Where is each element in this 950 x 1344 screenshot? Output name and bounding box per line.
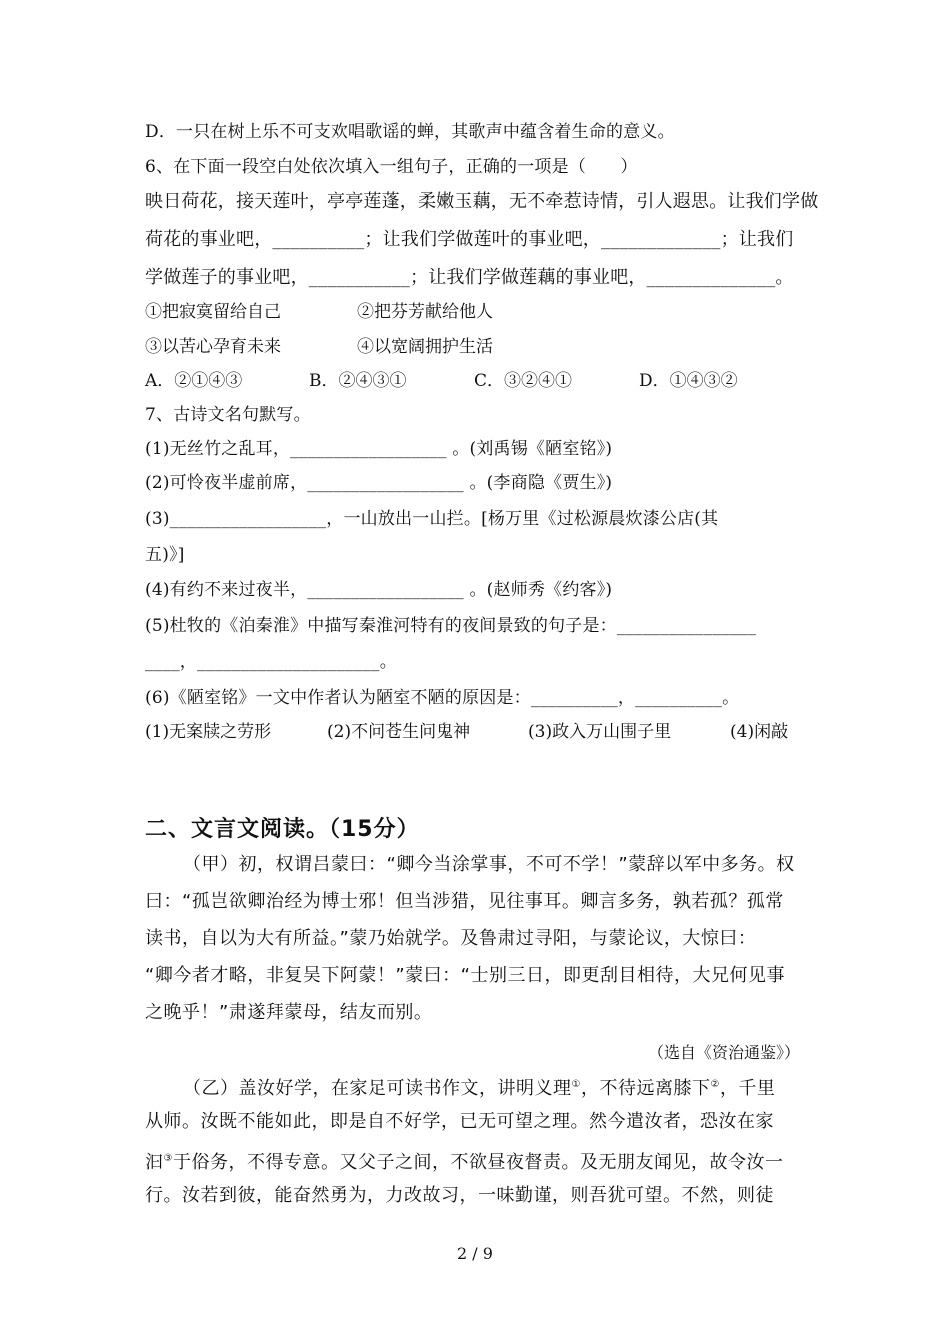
q6-sentence-3: ③以苦心孕育未来 (145, 337, 281, 357)
q7-item-4: (4)有约不来过夜半，__________________ 。(赵师秀《约客》) (145, 580, 613, 600)
q7-item-3-line-2: 五)》] (145, 545, 185, 565)
q7-item-1: (1)无丝竹之乱耳，__________________ 。(刘禹锡《陋室铭》) (145, 439, 613, 459)
q6-stem: 6、在下面一段空白处依次填入一组句子，正确的一项是（ ） (145, 157, 638, 177)
q7-stem: 7、古诗文名句默写。 (145, 405, 311, 425)
passage-jia-line-2: 曰：“孤岂欲卿治经为博士邪！但当涉猎，见往事耳。卿言多务，孰若孤？孤常 (145, 891, 784, 912)
passage-jia-line-4: “卿今者才略，非复吴下阿蒙！”蒙曰：“士别三日，即更刮目相待，大兄何见事 (145, 965, 785, 986)
q7-item-3-line-1: (3)__________________，一山放出一山拦。[杨万里《过松源晨炊漆公店(其 (145, 509, 719, 529)
passage-jia-line-1: （甲）初，权谓吕蒙曰：“卿今当涂掌事，不可不学！”蒙辞以军中多务。权 (183, 854, 795, 875)
q7-option-4: (4)闲敲 (730, 722, 789, 742)
passage-yi-line-3-part-b: 于俗务，不得专意。又父子之间，不欲昼夜督责。及无朋友闻见，故令汝一 (172, 1152, 784, 1173)
passage-yi-line-1-part-b: ，不待远离膝下 (580, 1078, 711, 1099)
q6-sentence-4: ④以宽阔拥护生活 (357, 337, 493, 357)
q6-choice-b: B．②④③① (309, 371, 407, 391)
passage-yi-line-1-part-c: ，千里 (719, 1078, 776, 1099)
q6-choice-a: A．②①④③ (145, 371, 243, 391)
q5-option-d: D．一只在树上乐不可支欢唱歌谣的蝉，其歌声中蕴含着生命的意义。 (145, 122, 675, 142)
q7-item-2: (2)可怜夜半虚前席，__________________ 。(李商隐《贾生》) (145, 473, 613, 493)
q6-passage-line-1: 映日荷花，接天莲叶，亭亭莲蓬，柔嫩玉藕，无不牵惹诗情，引人遐思。让我们学做 (145, 191, 819, 212)
q6-choice-c: C．③②④① (474, 371, 573, 391)
page-number: 2 / 9 (457, 1244, 493, 1263)
footnote-marker-3: ③ (163, 1153, 173, 1164)
passage-yi-line-4: 行。汝若到彼，能奋然勇为，力改故习，一味勤谨，则吾犹可望。不然，则徒 (145, 1185, 774, 1206)
section-2-heading: 二、文言文阅读。（15分） (145, 817, 420, 842)
passage-jia-line-3: 读书，自以为大有所益。”蒙乃始就学。及鲁肃过寻阳，与蒙论议，大惊曰： (145, 928, 757, 949)
q7-option-2: (2)不问苍生问鬼神 (327, 722, 471, 742)
footnote-marker-2: ② (710, 1079, 720, 1090)
q6-sentence-1: ①把寂寞留给自己 (145, 302, 281, 322)
q7-option-3: (3)政入万山围子里 (528, 722, 672, 742)
q6-passage-line-2: 荷花的事业吧，__________；让我们学做莲叶的事业吧，_____________；让我们 (145, 229, 794, 250)
q6-choice-d: D．①④③② (639, 371, 738, 391)
passage-jia-line-5: 之晚乎！”肃遂拜蒙母，结友而别。 (145, 1002, 433, 1023)
passage-yi-line-1 (183, 1073, 775, 1101)
q7-option-1: (1)无案牍之劳形 (145, 722, 272, 742)
passage-yi-line-3 (145, 1147, 783, 1175)
passage-jia-source: （选自《资治通鉴》） (647, 1043, 800, 1062)
q7-item-5-line-2: ____，_____________________。 (145, 652, 397, 672)
passage-yi-line-1-part-a: （乙）盖汝好学，在家足可读书作文，讲明义理 (183, 1078, 572, 1099)
q7-item-5-line-1: (5)杜牧的《泊秦淮》中描写秦淮河特有的夜间景致的句子是：________________ (145, 616, 757, 636)
q7-item-6: (6)《陋室铭》一文中作者认为陋室不陋的原因是：__________，__________。 (145, 688, 740, 708)
q6-passage-line-3: 学做莲子的事业吧，___________；让我们学做莲藕的事业吧，______________。 (145, 267, 794, 288)
passage-yi-line-2: 从师。汝既不能如此，即是自不好学，已无可望之理。然今遣汝者，恐汝在家 (145, 1111, 774, 1132)
q6-sentence-2: ②把芬芳献给他人 (357, 302, 493, 322)
footnote-marker-1: ① (571, 1079, 581, 1090)
passage-yi-line-3-part-a: 汩 (145, 1152, 164, 1173)
